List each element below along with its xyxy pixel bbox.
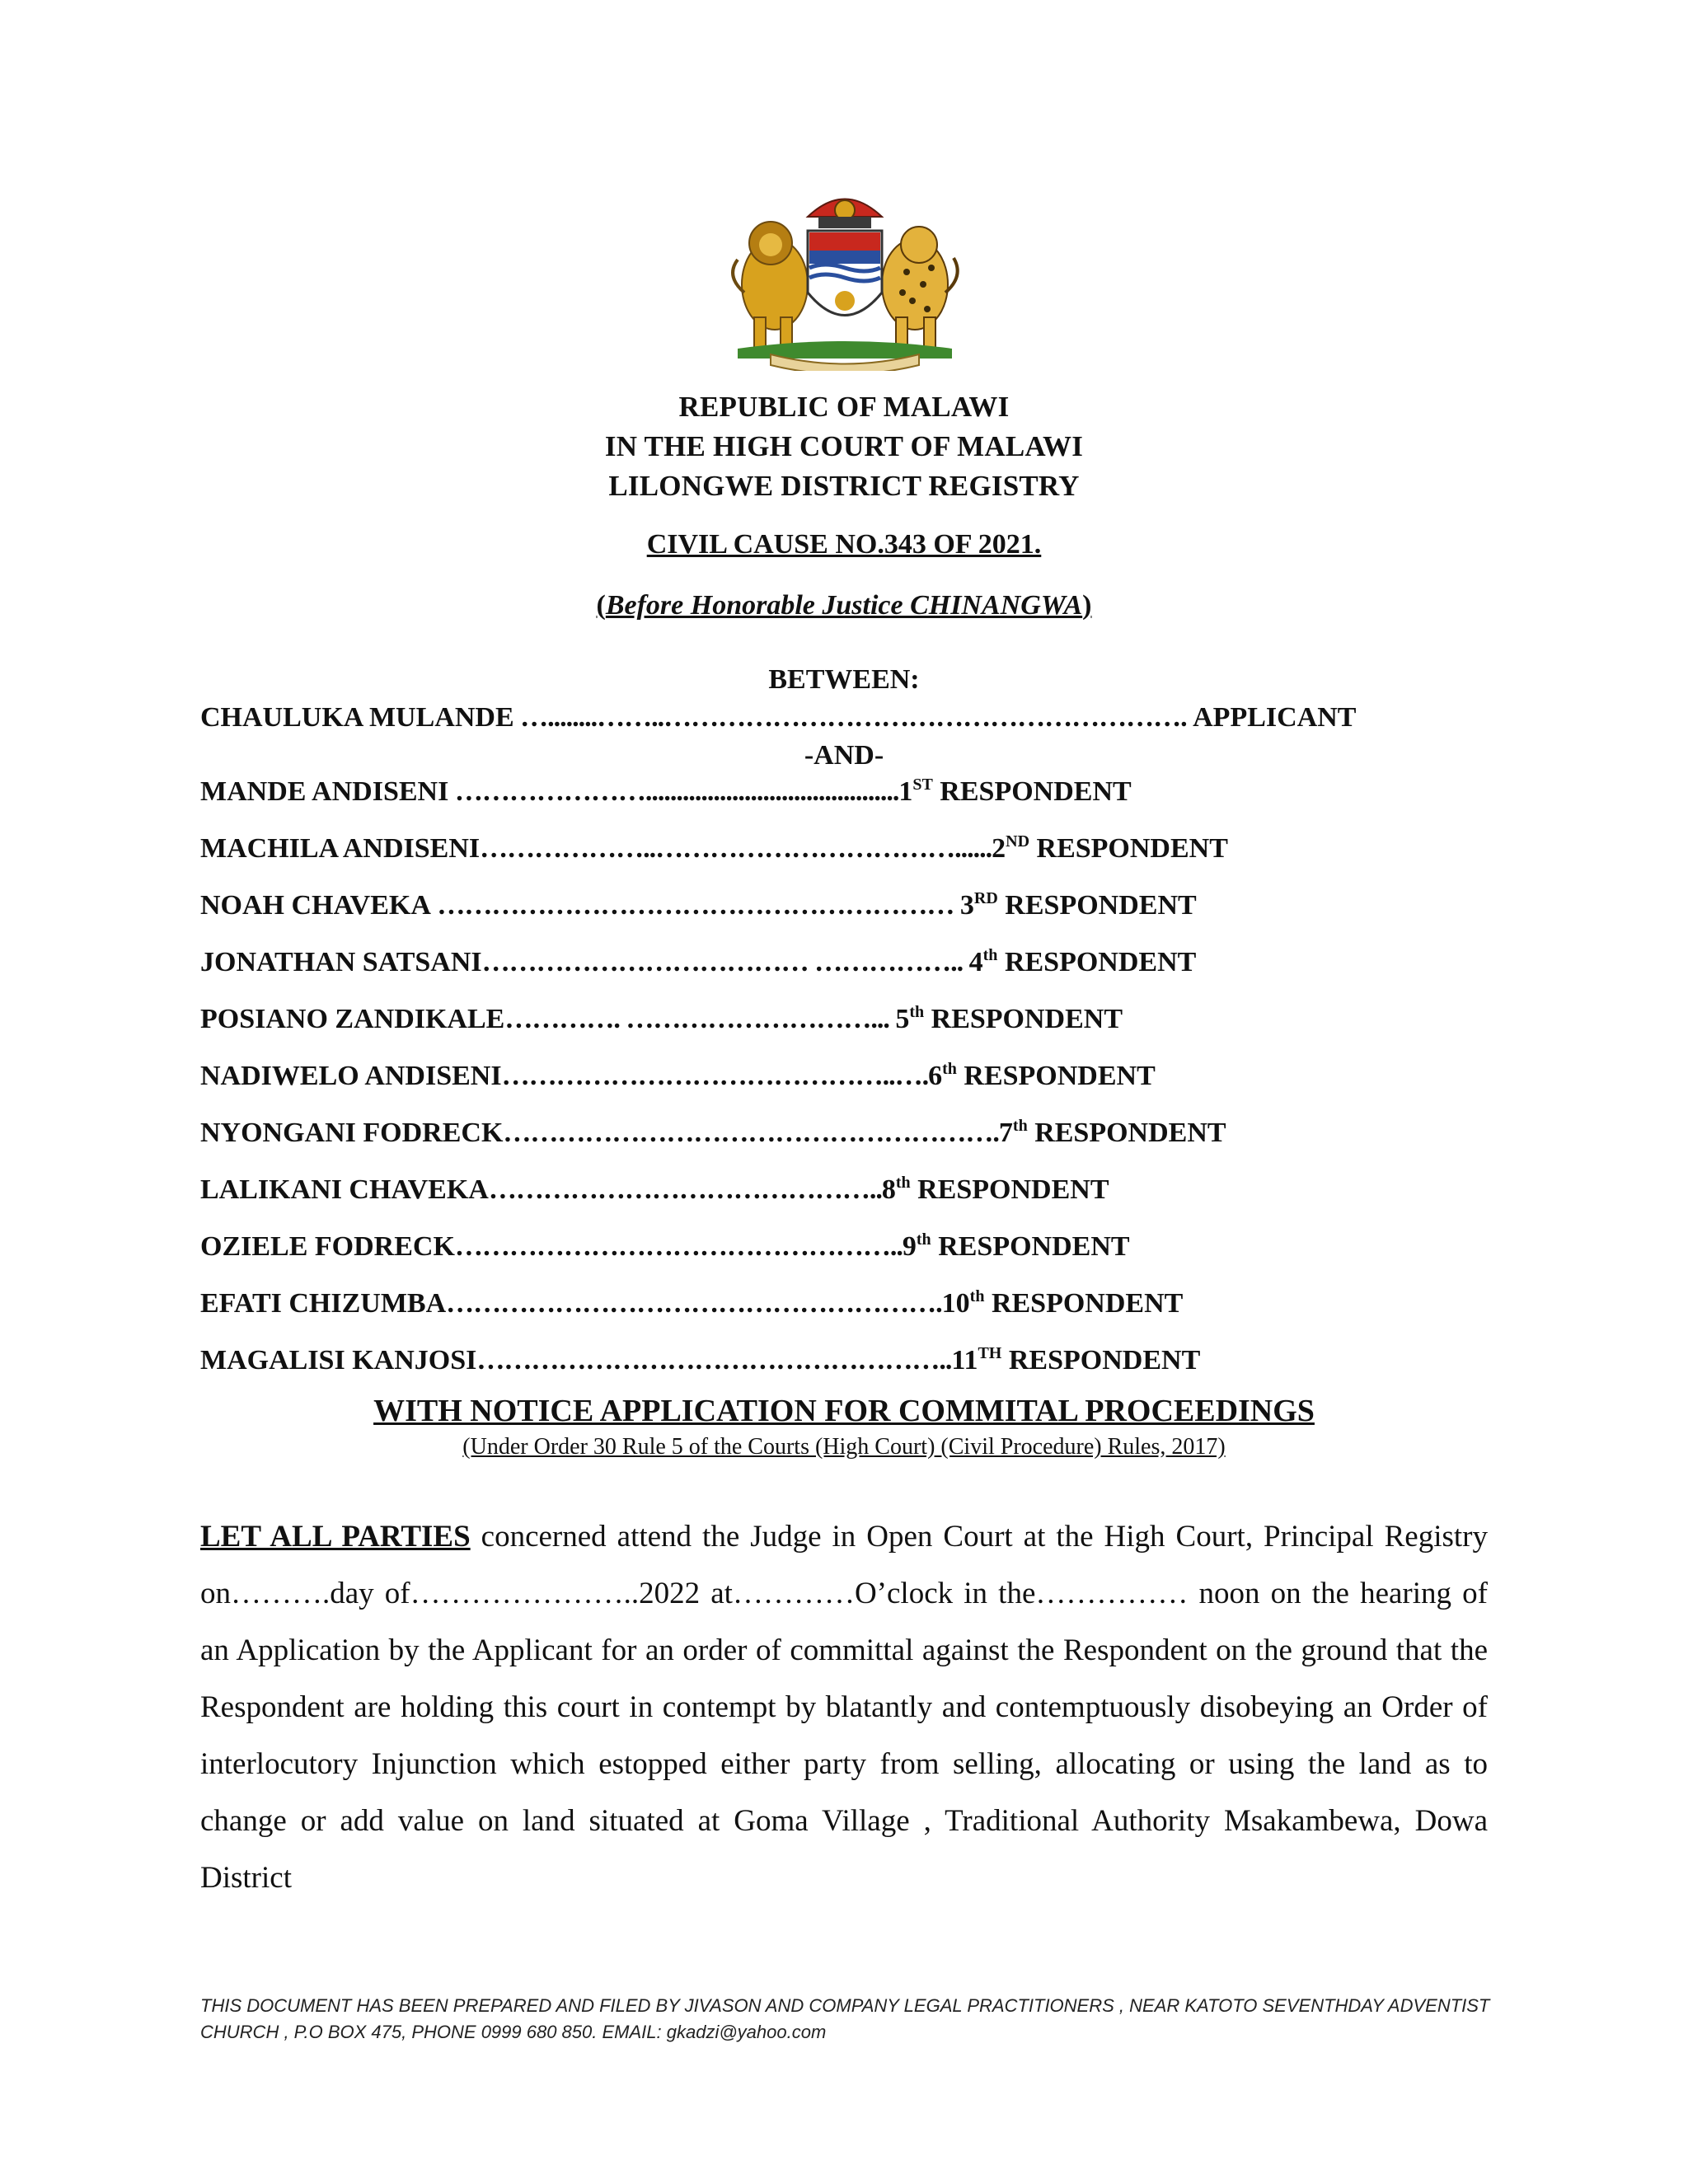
respondent-name: OZIELE FODRECK [200, 1231, 455, 1262]
respondent-ordinal: ST [912, 776, 933, 794]
respondent-role: RESPONDENT [956, 1061, 1156, 1091]
respondent-ordinal: th [942, 1060, 957, 1078]
crest [808, 199, 882, 229]
heading-high-court: IN THE HIGH COURT OF MALAWI [604, 430, 1084, 462]
heading-republic: REPUBLIC OF MALAWI [678, 391, 1010, 423]
applicant-role: APPLICANT [1193, 702, 1357, 733]
respondent-number: 4 [968, 947, 983, 977]
respondent-dots: ……………………………… …………….. [481, 947, 969, 977]
respondent-dots: …………………......................................... [448, 776, 899, 807]
respondent-line [200, 944, 1196, 981]
respondent-name: EFATI CHIZUMBA [200, 1288, 447, 1319]
respondent-name: MACHILA ANDISENI [200, 833, 481, 864]
body-lead: LET ALL PARTIES [200, 1520, 471, 1554]
application-title: WITH NOTICE APPLICATION FOR COMMITAL PROCEEDINGS [373, 1394, 1315, 1428]
respondent-dots: ……………………………………..…. [501, 1061, 929, 1091]
respondent-name: JONATHAN SATSANI [200, 947, 482, 977]
justice-name: Before Honorable Justice CHINANGWA [605, 590, 1083, 621]
justice-close-paren: ) [1082, 590, 1092, 621]
respondent-ordinal: th [982, 946, 998, 964]
respondent-dots: …………………………………….. [488, 1174, 882, 1205]
body-text: concerned attend the Judge in Open Court at the High Court, Principal Registry on……….day of…………………..2022 at…………O’clock in the…………… noon on the hearing of an Application by the Applicant for an order of committal against the Respondent on the ground that the Respondent are holding this court in contempt by blatantly and contemptuously disobeying an Order of interlocutory Injunction which estopped either party from selling, allocating or using the land as to change or add value on land situated at Goma Village , Traditional Authority Msakambewa, Dowa District [200, 1520, 1488, 1895]
respondent-role: RESPONDENT [1029, 833, 1228, 864]
respondent-dots: …………. ………………………... [504, 1004, 896, 1034]
respondent-dots: ………………..……………………………...... [480, 833, 992, 864]
respondent-dots: ………………………………………………. [503, 1118, 999, 1148]
applicant-name: CHAULUKA MULANDE [200, 702, 514, 733]
respondent-name: NYONGANI FODRECK [200, 1118, 504, 1148]
between-label: BETWEEN: [768, 664, 920, 695]
respondent-dots: ………………………………………….. [454, 1231, 903, 1262]
respondent-line [200, 1058, 1156, 1094]
respondent-line [200, 831, 1228, 867]
respondent-name: MANDE ANDISENI [200, 776, 449, 807]
respondent-number: 5 [895, 1004, 910, 1034]
respondent-name: NADIWELO ANDISENI [200, 1061, 502, 1091]
respondent-name: LALIKANI CHAVEKA [200, 1174, 489, 1205]
respondent-role: RESPONDENT [932, 776, 1132, 807]
respondent-line [200, 1115, 1226, 1151]
respondent-number: 9 [902, 1231, 917, 1262]
applicant-dots: …........……..…………………………………………………. [513, 702, 1193, 733]
respondent-number: 8 [881, 1174, 896, 1205]
respondent-role: RESPONDENT [997, 947, 1197, 977]
applicant-line [200, 700, 1356, 736]
justice-line [0, 590, 1688, 621]
respondent-ordinal: TH [978, 1344, 1002, 1362]
respondent-number: 1 [898, 776, 913, 807]
lion-supporter [733, 222, 808, 349]
application-subtitle: (Under Order 30 Rule 5 of the Courts (High Court) (Civil Procedure) Rules, 2017) [462, 1434, 1226, 1460]
respondent-number: 7 [998, 1118, 1013, 1148]
and-label: -AND- [804, 740, 884, 771]
respondent-dots: ………………………………………………. [446, 1288, 942, 1319]
respondent-dots: …………………………………………….. [476, 1345, 952, 1376]
respondent-role: RESPONDENT [931, 1231, 1130, 1262]
leopard-supporter [882, 227, 958, 349]
respondent-role: RESPONDENT [984, 1288, 1184, 1319]
respondent-role: RESPONDENT [910, 1174, 1109, 1205]
respondent-role: RESPONDENT [997, 890, 1197, 921]
respondent-ordinal: th [969, 1287, 985, 1305]
respondent-number: 6 [928, 1061, 943, 1091]
respondent-ordinal: ND [1006, 832, 1030, 851]
heading-registry: LILONGWE DISTRICT REGISTRY [608, 470, 1080, 502]
respondent-role: RESPONDENT [1001, 1345, 1201, 1376]
respondent-dots: ………………………………………………… [430, 890, 960, 921]
footer-note: THIS DOCUMENT HAS BEEN PREPARED AND FILED BY JIVASON AND COMPANY LEGAL PRACTITIONERS , NEAR KATOTO SEVENTHDAY ADVENTIST CHURCH , P.O BOX 475, PHONE 0999 680 850. EMAIL: gkadzi@yahoo.com [200, 1995, 1490, 2042]
respondent-role: RESPONDENT [924, 1004, 1123, 1034]
respondent-ordinal: th [916, 1230, 931, 1249]
respondent-number: 10 [941, 1288, 970, 1319]
coat-of-arms-emblem [721, 185, 968, 371]
shield [808, 231, 882, 316]
respondent-ordinal: th [1012, 1117, 1028, 1135]
respondent-line [200, 1229, 1130, 1265]
respondent-line [200, 1286, 1183, 1322]
respondent-ordinal: th [895, 1174, 911, 1192]
respondent-number: 2 [992, 833, 1006, 864]
respondent-number: 3 [959, 890, 974, 921]
respondent-name: NOAH CHAVEKA [200, 890, 431, 921]
respondent-role: RESPONDENT [1027, 1118, 1226, 1148]
respondent-name: MAGALISI KANJOSI [200, 1345, 477, 1376]
respondent-line [200, 774, 1132, 810]
application-body [200, 1508, 1488, 1906]
civil-cause-number: CIVIL CAUSE NO.343 OF 2021. [646, 529, 1042, 560]
respondent-line [200, 888, 1197, 924]
justice-open-paren: ( [596, 590, 606, 621]
respondent-ordinal: th [909, 1003, 925, 1021]
respondent-line [200, 1343, 1200, 1379]
respondent-ordinal: RD [973, 889, 998, 907]
respondent-line [200, 1001, 1123, 1038]
respondent-number: 11 [951, 1345, 978, 1376]
respondent-line [200, 1172, 1109, 1208]
respondent-name: POSIANO ZANDIKALE [200, 1004, 505, 1034]
